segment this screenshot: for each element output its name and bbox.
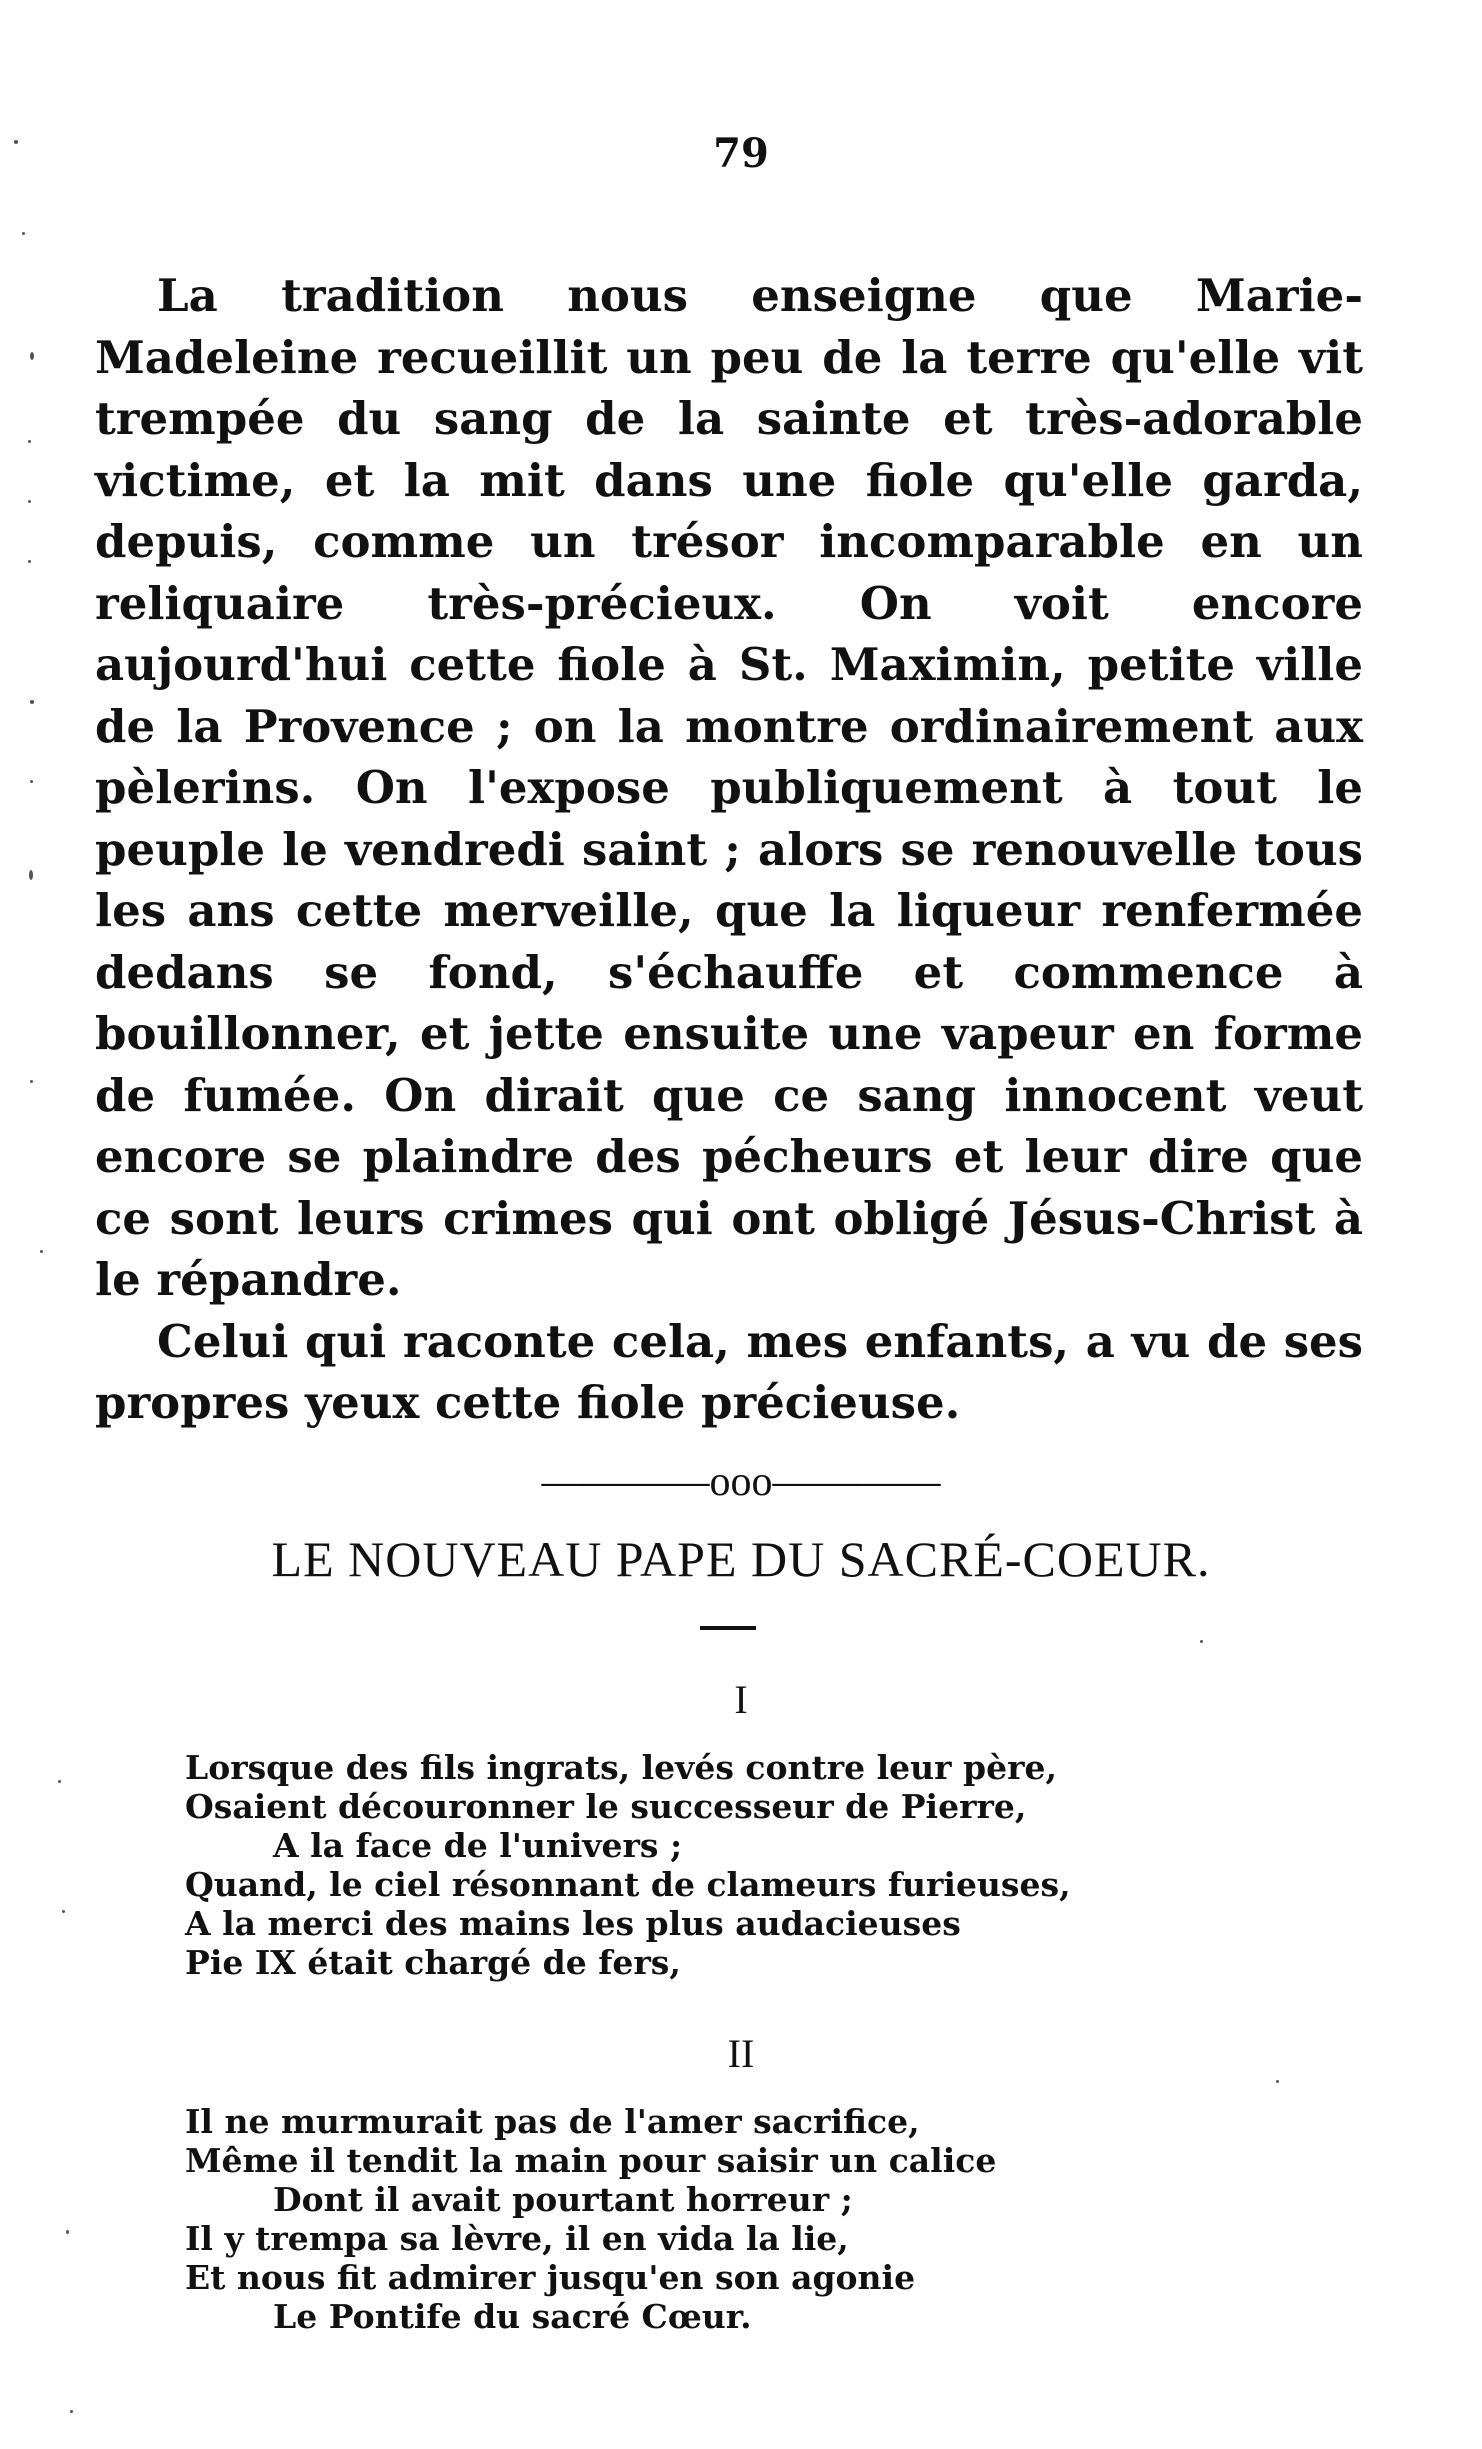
scan-speck — [30, 1080, 33, 1083]
scan-speck — [62, 1910, 65, 1913]
verse-line: Il y trempa sa lèvre, il en vida la lie, — [185, 2219, 849, 2258]
paragraph-relic: La tradition nous enseigne que Marie-Madeleine recueillit un peu de la terre qu'elle vit trempée du sang de la sainte et très-adorable victime, et la mit dans une fiole qu'elle garda, depuis, comme un trésor incomparable en un reliquaire très-précieux. On voit encore aujourd'hui cette fiole à St. Maximin, petite ville de la Provence ; on la montre ordinairement aux pèlerins. On l'expose publiquement à tout le peuple le vendredi saint ; alors se renouvelle tous les ans cette merveille, que la liqueur renfermée dedans se fond, s'échauffe et commence à bouillonner, et jette ensuite une vapeur en forme de fumée. On dirait que ce sang innocent veut encore se plaindre des pécheurs et leur dire que ce sont leurs crimes qui ont obligé Jésus-Christ à le répandre. — [95, 269, 1363, 1306]
stanza-number-2: II — [727, 2031, 755, 2076]
verse-line: Le Pontife du sacré Cœur. — [273, 2297, 752, 2336]
section-separator: ————ooo———— — [541, 1459, 941, 1505]
verse-line: A la face de l'univers ; — [273, 1826, 683, 1865]
scan-speck — [66, 2230, 69, 2234]
scan-speck — [29, 870, 33, 880]
verse-line: Lorsque des fils ingrats, levés contre leur père, — [185, 1748, 1057, 1787]
verse-line: Dont il avait pourtant horreur ; — [273, 2180, 853, 2219]
scan-speck — [70, 2410, 73, 2413]
verse-line: Quand, le ciel résonnant de clameurs furieuses, — [185, 1865, 1071, 1904]
scan-speck — [1276, 2080, 1279, 2083]
paragraph-witness: Celui qui raconte cela, mes enfants, a vu de ses propres yeux cette fiole précieuse. — [95, 1314, 1363, 1429]
stanza-2 — [185, 2102, 1185, 2336]
song-title: LE NOUVEAU PAPE DU SACRÉ-COEUR. — [271, 1531, 1211, 1587]
scan-speck — [30, 780, 33, 783]
prose-section — [95, 265, 1363, 1434]
stanza-1 — [185, 1748, 1185, 1982]
verse-line: Et nous fit admirer jusqu'en son agonie — [185, 2258, 916, 2297]
verse-line: A la merci des mains les plus audacieuses — [185, 1904, 961, 1943]
scan-speck — [1200, 1640, 1203, 1643]
stanza-number-1: I — [734, 1677, 748, 1722]
scan-speck — [30, 352, 34, 360]
verse-line: Même il tendit la main pour saisir un calice — [185, 2141, 997, 2180]
scan-speck — [40, 1250, 43, 1253]
page-number: 79 — [713, 130, 769, 177]
scan-speck — [22, 232, 25, 235]
scan-speck — [28, 560, 31, 563]
title-rule — [700, 1626, 756, 1630]
scan-speck — [30, 700, 34, 704]
scan-speck — [58, 1780, 61, 1783]
verse-line: Osaient découronner le successeur de Pierre, — [185, 1787, 1027, 1826]
scan-speck — [28, 440, 31, 443]
scan-speck — [28, 500, 31, 503]
scan-speck — [14, 140, 18, 144]
verse-line: Il ne murmurait pas de l'amer sacrifice, — [185, 2102, 920, 2141]
verse-line: Pie IX était chargé de fers, — [185, 1943, 681, 1982]
